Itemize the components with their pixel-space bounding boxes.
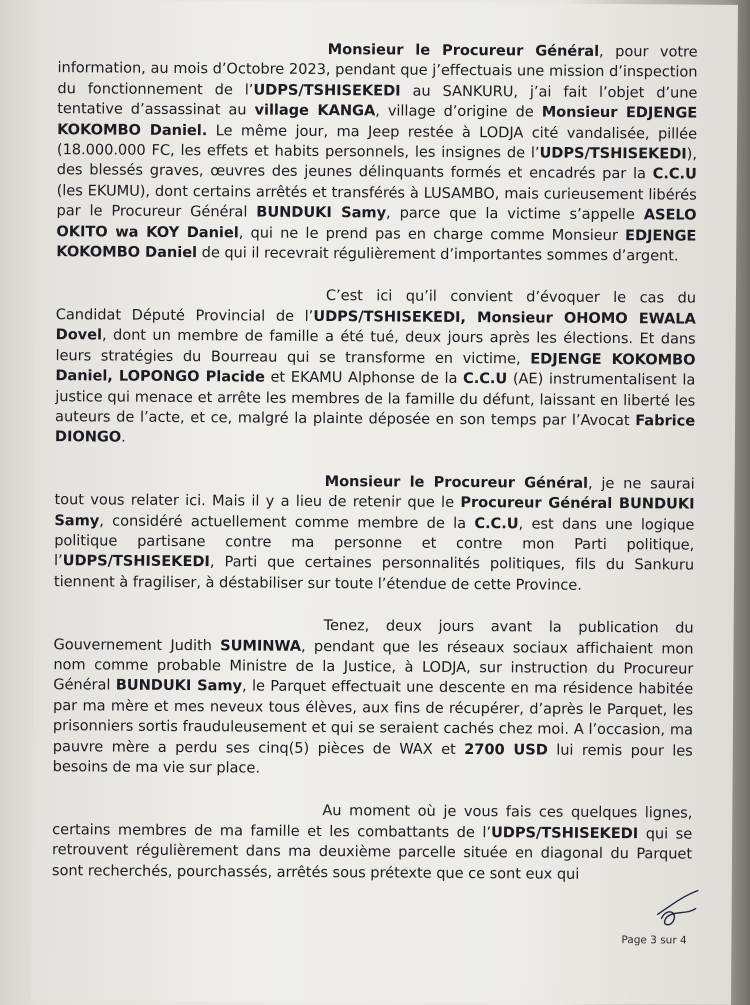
bold-run: EDJENGE KOKOMBO Daniel xyxy=(56,226,697,262)
bold-run: SUMINWA xyxy=(220,636,302,655)
text-run: Tenez, deux jours avant la publication du Gouvernement Judith xyxy=(53,617,694,654)
document-page xyxy=(31,0,738,1005)
bold-run: EDJENGE KOKOMBO Daniel, LOPONGO Placide xyxy=(55,350,696,386)
bold-run: UDPS/TSHISEKEDI xyxy=(539,144,687,163)
text-run: , parce que la victime s’appelle xyxy=(386,204,644,224)
paragraph-4-text xyxy=(53,617,694,776)
bold-run: 2700 USD xyxy=(464,740,548,759)
page-number: Page 3 sur 4 xyxy=(621,934,687,947)
bold-run: Monsieur le Procureur Général xyxy=(327,41,600,60)
text-run: Au moment où je vous fais ces quelques lignes, certains membres de ma famille et les combattants de l’ xyxy=(52,802,693,841)
bold-run: C.C.U xyxy=(463,370,508,388)
paragraph-3 xyxy=(54,470,695,597)
bold-run: village KANGA xyxy=(254,101,376,120)
paragraph-1 xyxy=(56,38,698,267)
text-run: , je ne saurai tout vous relater ici. Mais il y a lieu de retenir que le xyxy=(54,474,695,512)
bold-run: BUNDUKI Samy xyxy=(256,203,387,222)
text-run: , Parti que certaines personnalités politiques, fils du Sankuru tiennent à fragiliser, à déstabiliser sur toute l’étendue de cette Province. xyxy=(53,553,695,594)
bold-run: Procureur Général BUNDUKI Samy xyxy=(54,494,695,529)
bold-run: C.C.U xyxy=(474,514,519,532)
letter-body xyxy=(52,38,698,885)
paragraph-4 xyxy=(53,614,694,782)
text-run: qui se retrouvent régulièrement dans ma deuxième parcelle située en diagonal du Parquet sont recherchés, pourchassés, arrêtés sous prétexte que ce sont eux qui xyxy=(51,825,693,883)
text-run: , considéré actuellement comme membre de la xyxy=(99,511,475,532)
paragraph-2 xyxy=(55,285,696,453)
bold-run: UDPS/TSHISEKEDI xyxy=(490,823,639,843)
text-run: , pour votre information, au mois d’Octobre 2023, pendant que j’effectuais une mission d’inspection du fonctionnement de l’ xyxy=(57,42,698,99)
bold-run: ASELO OKITO wa KOY Daniel xyxy=(56,206,697,242)
bold-run: C.C.U xyxy=(652,165,697,184)
bold-run: Monsieur le Procureur Général xyxy=(324,472,589,492)
text-run: , village d’origine de xyxy=(375,102,542,121)
bold-run: Fabrice DIONGO xyxy=(54,412,696,446)
text-run: au SANKURU, j’ai fait l’objet d’une tentative d’assassinat au xyxy=(57,82,698,119)
bold-run: BUNDUKI Samy xyxy=(115,676,243,695)
text-run: , dont un membre de famille a été tué, deux jours après les élections. Et dans leurs stratégies du Bourreau qui se transforme en victime, xyxy=(55,326,696,368)
text-run: (AE) instrumentalisent la justice qui menace et arrête les membres de la famille du défunt, laissant en liberté les auteurs de l’acte, et ce, malgré la plainte déposée en son temps par l’Avocat xyxy=(55,370,696,430)
bold-run: UDPS/TSHISEKEDI xyxy=(62,552,210,571)
text-run: et EKAMU Alphonse de la xyxy=(264,368,464,388)
paragraph-5 xyxy=(52,800,693,886)
text-run: lui remis pour les besoins de ma vie sur place. xyxy=(52,741,693,777)
text-run: . xyxy=(121,428,126,446)
text-run: Le même jour, ma Jeep restée à LODJA cité vandalisée, pillée (18.000.000 FC, les effets et habits personnels, les insignes de l’ xyxy=(56,121,698,162)
signature-icon xyxy=(652,884,712,929)
text-run: , qui ne le prend pas en charge comme Monsieur xyxy=(238,224,626,244)
text-run: , pendant que les réseaux sociaux affichaient mon nom comme probable Ministre de la Justice, à LODJA, sur instruction du Procureur Général xyxy=(53,637,694,694)
text-run: , est dans une logique politique partisane contre ma personne et contre mon Parti politique, l’ xyxy=(54,514,695,570)
paragraph-1-text xyxy=(56,41,698,265)
paragraph-2-text xyxy=(55,287,696,445)
text-run: (les EKUMU), dont certains arrêtés et transférés à LUSAMBO, mais curieusement libérés par le Procureur Général xyxy=(56,181,697,221)
text-run: , le Parquet effectuait une descente en ma résidence habitée par ma mère et mes neveux tous élèves, aux fins de récupérer, d’après le Parquet, les prisonniers sortis frauduleusement et qui se seraient cachés chez moi. A l’occasion, ma pauvre mère a perdu ses cinq(5) pièces de WAX et xyxy=(52,677,694,758)
text-run: de qui il recevrait régulièrement d’importantes sommes d’argent. xyxy=(196,244,679,265)
bold-run: Monsieur EDJENGE KOKOMBO Daniel. xyxy=(57,103,698,139)
text-run: C’est ici qu’il convient d’évoquer le cas du Candidat Député Provincial de l’ xyxy=(55,287,696,325)
bold-run: UDPS/TSHISEKEDI xyxy=(253,81,401,100)
paragraph-5-text xyxy=(52,802,693,882)
text-run: ), des blessés graves, œuvres des jeunes délinquants formés et encadrés par la xyxy=(56,145,697,183)
bold-run: UDPS/TSHISEKEDI, Monsieur OHOMO EWALA Dovel xyxy=(55,307,696,344)
paragraph-3-text xyxy=(54,473,695,594)
